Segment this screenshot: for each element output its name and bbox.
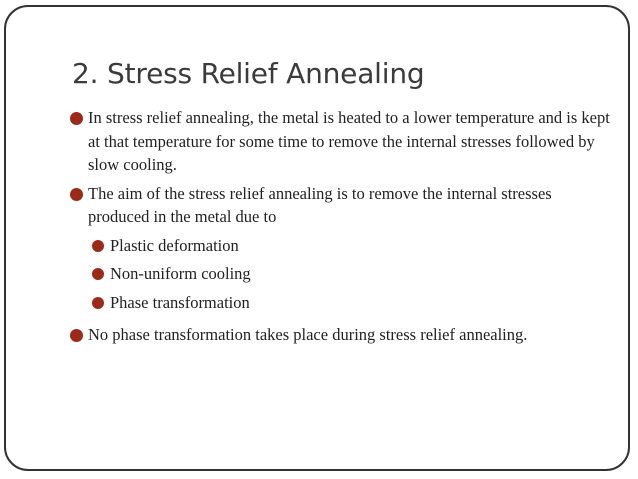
slide-title: 2. Stress Relief Annealing	[72, 57, 425, 90]
bullet-item	[70, 182, 610, 229]
sub-bullet-item	[92, 291, 610, 315]
bullet-item	[70, 106, 610, 177]
bullet-text: The aim of the stress relief annealing is to remove the internal stresses produced in the metal due to	[88, 183, 552, 226]
bullet-dot-icon	[92, 297, 104, 309]
bullet-dot-icon	[92, 268, 104, 280]
bullet-dot-icon	[70, 112, 83, 125]
bullet-dot-icon	[92, 240, 104, 252]
sub-bullet-text: Phase transformation	[110, 292, 250, 312]
sub-bullet-text: Plastic deformation	[110, 235, 239, 255]
bullet-item	[70, 323, 610, 347]
bullet-dot-icon	[70, 188, 83, 201]
sub-bullet-item	[92, 262, 610, 286]
slide-body	[70, 106, 610, 352]
sub-bullet-item	[92, 234, 610, 258]
sub-bullet-text: Non-uniform cooling	[110, 264, 251, 283]
bullet-text: In stress relief annealing, the metal is heated to a lower temperature and is kept at that temperature for some time to remove the internal stresses followed by slow cooling.	[88, 108, 610, 174]
bullet-text: No phase transformation takes place during stress relief annealing.	[88, 325, 528, 344]
bullet-dot-icon	[70, 329, 83, 342]
